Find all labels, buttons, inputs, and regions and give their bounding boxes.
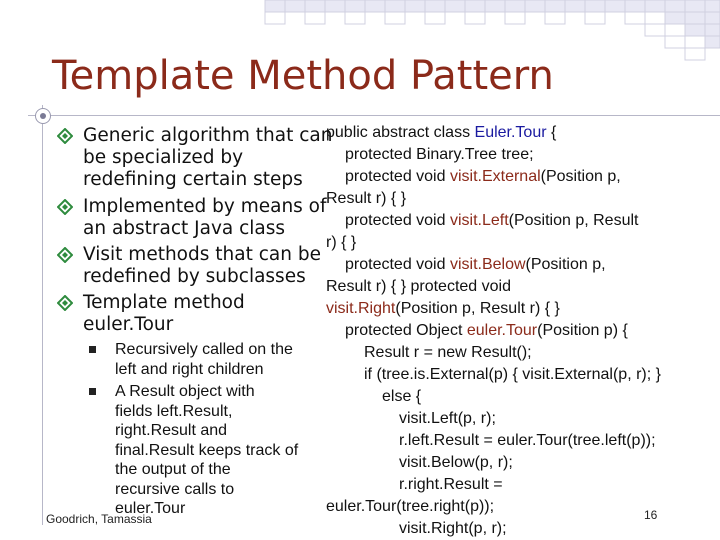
sub-bullet-2-line-6: recursive calls to [115, 480, 235, 498]
sub-bullet-2-line-4: final.Result keeps track of [115, 441, 299, 459]
square-bullet-icon [89, 388, 96, 395]
code-line-13: else { [382, 388, 422, 405]
code-line-8: Result r) { } protected void [326, 278, 511, 295]
bullet-4-line-2: euler.Tour [83, 314, 174, 335]
sub-bullet-2-line-7: euler.Tour [115, 500, 186, 517]
code-line-6: r) { } [326, 234, 357, 251]
code-line-19: visit.Right(p, r); [399, 520, 507, 537]
code-line-15: r.left.Result = euler.Tour(tree.left(p)); [399, 432, 656, 449]
sub-bullet-1-line-2: left and right children [115, 360, 264, 378]
bullet-1-line-2: be specialized by [83, 147, 244, 168]
code-keyword: public abstract class [326, 124, 475, 141]
sub-bullet-2-line-5: the output of the [115, 461, 231, 478]
code-method-name: visit.Left [449, 212, 509, 229]
code-line-12: if (tree.is.External(p) { visit.External(p, r); } [364, 366, 661, 383]
code-method-name: visit.External [449, 168, 541, 185]
code-modifier: protected void [345, 212, 450, 229]
code-params: (Position p, [525, 256, 606, 273]
code-params: (Position p, [540, 168, 621, 185]
code-line-10 [345, 322, 628, 340]
code-line-3 [345, 168, 621, 186]
bullet-4-line-1: Template method [83, 292, 245, 313]
code-line-4: Result r) { } [326, 190, 407, 207]
code-line-14: visit.Left(p, r); [399, 410, 496, 427]
sub-bullet-2-line-2: fields left.Result, [115, 402, 233, 420]
code-punct: { [546, 124, 557, 141]
bullet-1-line-1: Generic algorithm that can [83, 125, 333, 146]
code-modifier: protected Object [345, 322, 467, 339]
code-line-2: protected Binary.Tree tree; [345, 146, 534, 163]
code-line-16: visit.Below(p, r); [399, 454, 513, 471]
sub-bullet-1-line-1: Recursively called on the [115, 341, 293, 358]
bullet-2-line-1: Implemented by means of [83, 196, 327, 217]
title-underline-rule [28, 115, 720, 116]
code-line-1 [326, 124, 556, 142]
code-line-17: r.right.Result = [399, 476, 503, 493]
code-params: (Position p) { [537, 322, 628, 339]
code-params: (Position p, Result [508, 212, 639, 229]
code-line-18: euler.Tour(tree.right(p)); [326, 498, 495, 515]
code-line-11: Result r = new Result(); [364, 344, 532, 361]
sub-bullet-2-line-1: A Result object with [115, 383, 255, 400]
code-method-name: visit.Right [326, 300, 396, 317]
square-bullet-icon [89, 346, 96, 353]
sub-bullet-2-line-3: right.Result and [115, 422, 228, 439]
code-line-9 [326, 300, 560, 318]
diamond-bullet-icon [57, 128, 73, 144]
code-line-7 [345, 256, 606, 274]
code-line-5 [345, 212, 638, 230]
code-method-name: euler.Tour [466, 322, 538, 339]
diamond-bullet-icon [57, 295, 73, 311]
code-modifier: protected void [345, 168, 450, 185]
slide-title: Template Method Pattern [52, 53, 554, 99]
code-class-name: Euler.Tour [474, 124, 547, 141]
diamond-bullet-icon [57, 247, 73, 263]
bullet-1-line-3: redefining certain steps [83, 169, 303, 190]
diamond-bullet-icon [57, 199, 73, 215]
code-params: (Position p, Result r) { } [395, 300, 560, 317]
bullet-3-line-2: redefined by subclasses [83, 266, 306, 287]
corner-ring-decoration [35, 108, 51, 124]
slide-footer: Goodrich, Tamassia [46, 512, 152, 526]
bullet-2-line-2: an abstract Java class [83, 218, 286, 239]
code-method-name: visit.Below [449, 256, 526, 273]
left-margin-rule [42, 105, 43, 525]
page-number: 16 [644, 508, 658, 522]
code-modifier: protected void [345, 256, 450, 273]
bullet-3-line-1: Visit methods that can be [83, 244, 321, 265]
